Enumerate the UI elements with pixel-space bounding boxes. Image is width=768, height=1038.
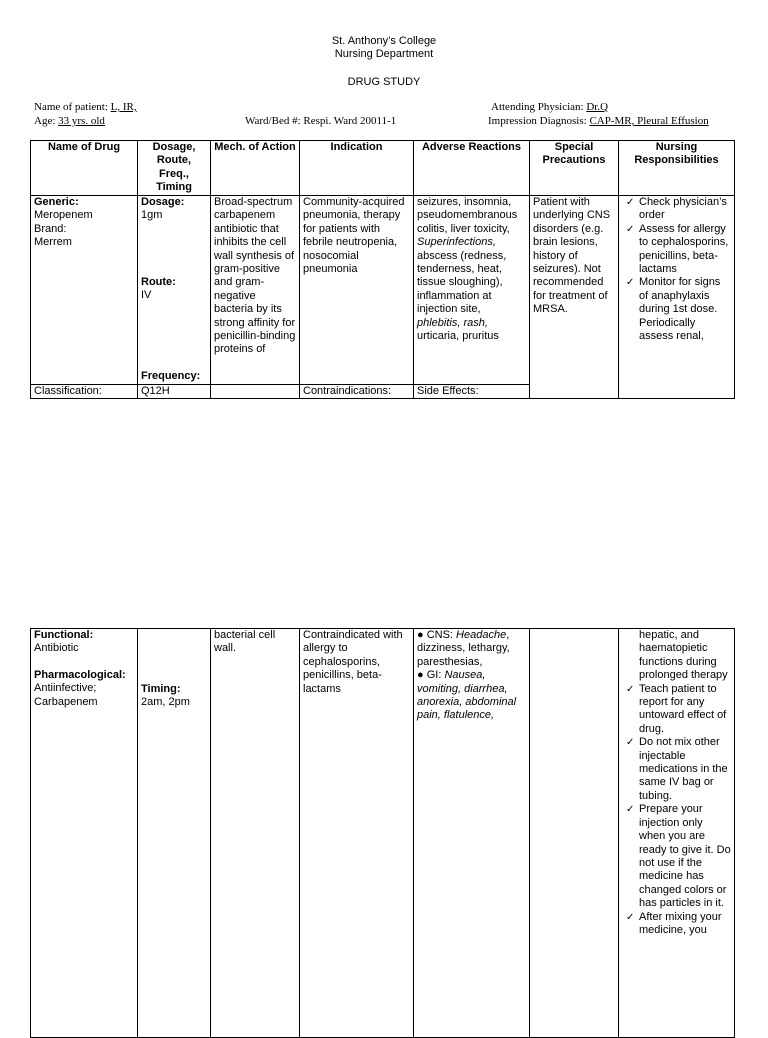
pharmacological-value: Antiinfective; Carbapenem [34,682,98,708]
column-header: Dosage, Route, Freq., Timing [138,141,211,196]
column-header: Indication [300,141,414,196]
department-name: Nursing Department [334,48,434,61]
timing-label: Timing: [141,683,181,695]
timing-cell [138,629,211,1038]
list-item: ✓ Check physician’s order [622,196,731,223]
list-item: ✓ Do not mix other injectable medications in the same IV bag or tubing. [622,736,731,803]
list-item: ✓ Prepare your injection only when you are ready to give it. Do not use if the medicine has changed colors or has particles in it. [622,803,731,910]
column-header: Adverse Reactions [414,141,530,196]
patient-name-row [34,101,137,114]
dosage-cell [138,196,211,385]
nursing-list [622,683,731,938]
nursing-list [622,196,731,317]
drug-study-table [30,140,735,399]
generic-value: Meropenem [34,209,93,222]
patient-name-value: L, IR, [110,101,137,113]
contraindications-label: Contraindications: [300,384,414,398]
adverse-text: abscess (redness, tenderness, heat, tissue sloughing), inflammation at injection site, [417,249,507,316]
table-row [31,196,735,385]
nursing-cell [619,629,735,1038]
classification-cell [31,629,138,1038]
patient-age-value: 33 yrs. old [58,115,105,127]
precautions-cell: Patient with underlying CNS disorders (e.g. brain lesions, history of seizures). Not recommended for treatment of MRSA. [530,196,619,399]
dosage-value: 1gm [141,209,163,222]
timing-value: 2am, 2pm [141,696,190,709]
list-item: ✓ Monitor for signs of anaphylaxis during 1st dose. [622,276,731,316]
functional-label: Functional: [34,629,94,641]
table-header-row [31,141,735,196]
patient-age-row [34,115,105,128]
column-header: Nursing Responsibilities [619,141,735,196]
adverse-text: seizures, insomnia, pseudomembranous colitis, liver toxicity, [417,196,518,235]
nursing-cell [619,196,735,399]
drug-study-table-continued [30,628,735,1038]
adverse-text: urticaria, pruritus [417,330,499,343]
ward-value: Respi. Ward 20011-1 [303,115,397,127]
adverse-text-italic: phlebitis, rash, [417,316,488,329]
classification-label: Classification: [31,384,138,398]
brand-value: Merrem [34,236,72,249]
physician-row [491,101,608,114]
adverse-text-italic: Superinfections, [417,236,496,249]
list-item: ✓ Assess for allergy to cephalosporins, penicillins, beta-lactams [622,223,731,277]
diagnosis-row [488,115,709,128]
ward-label: Ward/Bed #: [245,115,301,127]
drug-name-cell [31,196,138,385]
gi-text: Nausea, vomiting, diarrhea, anorexia, abdominal pain, flatulence, [417,669,517,722]
table-row [31,629,735,1038]
route-label: Route: [141,275,176,288]
diagnosis-value: CAP-MR, Pleural Effusion [589,115,709,127]
gi-label: ● GI: [417,669,445,682]
nursing-continued: Periodically assess renal, [639,316,704,343]
document-title: DRUG STUDY [347,76,421,88]
brand-label: Brand: [34,222,67,235]
pharmacological-label: Pharmacological: [34,668,126,681]
patient-name-label: Name of patient: [34,101,108,113]
dosage-label: Dosage: [141,196,185,208]
cns-text: , dizziness, lethargy, paresthesias, [417,629,510,668]
mechanism-cell: Broad-spectrum carbapenem antibiotic that inhibits the cell wall synthesis of gram-positive and gram-negative bacteria by its strong affinity for penicillin-binding proteins of [211,196,300,385]
ward-row [245,115,396,128]
cns-italic: Headache [456,629,507,641]
column-header: Name of Drug [31,141,138,196]
list-item: ✓ After mixing your medicine, you [622,911,731,938]
adverse-reactions-cell [414,196,530,385]
cns-label: ● CNS: [417,629,457,641]
indication-cell: Community-acquired pneumonia, therapy for patients with febrile neutropenia, nosocomial pneumonia [300,196,414,385]
frequency-label: Frequency: [141,369,201,382]
list-item: ✓ Teach patient to report for any untoward effect of drug. [622,683,731,737]
column-header: Special Precautions [530,141,619,196]
patient-age-label: Age: [34,115,56,127]
precautions-cell [530,629,619,1038]
frequency-value: Q12H [138,384,211,398]
mechanism-cell: bacterial cell wall. [211,629,300,1038]
contraindications-cell: Contraindicated with allergy to cephalosporins, penicillins, beta-lactams [300,629,414,1038]
route-value: IV [141,289,152,302]
generic-label: Generic: [34,196,79,208]
diagnosis-label: Impression Diagnosis: [488,115,587,127]
physician-value: Dr.Q [586,101,609,113]
physician-label: Attending Physician: [491,101,584,113]
college-name: St. Anthony’s College [331,35,437,47]
nursing-continued: hepatic, and haematopietic functions during prolonged therapy [639,629,728,682]
side-effects-cell [414,629,530,1038]
side-effects-label: Side Effects: [414,384,530,398]
functional-value: Antibiotic [34,642,79,655]
column-header: Mech. of Action [211,141,300,196]
